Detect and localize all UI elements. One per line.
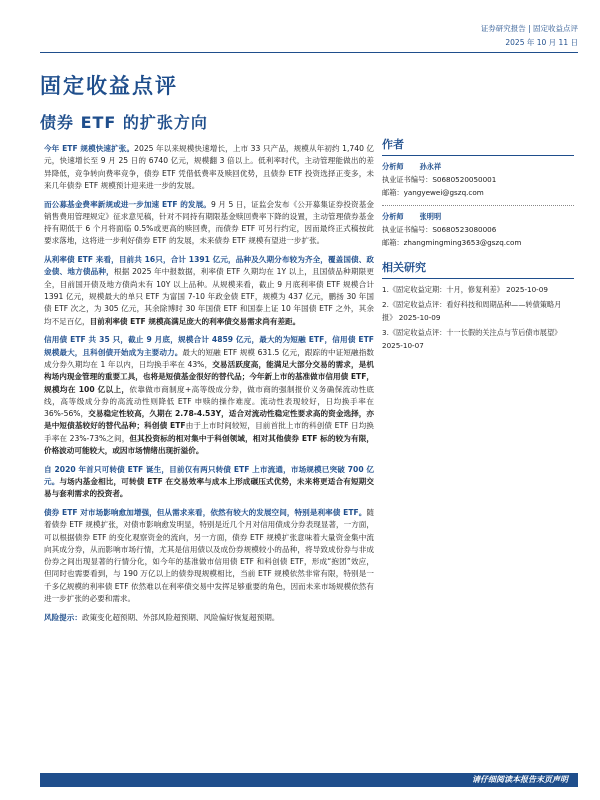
paragraph-text: 由于上市时间较短，目前首批上市的科创债 ETF 日均换手率在 23%-73%之间， [44,421,374,443]
related-item[interactable] [382,283,574,296]
author-divider [382,205,574,206]
paragraph-lead: 今年 ETF 规模快速扩张。 [44,144,135,153]
paragraph-fee-rules [44,199,374,248]
footer-disclaimer: 请仔细阅读本报告末页声明 [40,773,578,787]
paragraph-emphasis: 交易稳定性较高，久期在 2.78-4.53Y，适合对流动性稳定性要求高的资金选择，亦是中短债基较好的替代品种；科创债 ETF [44,409,375,431]
related-date: 2025-10-07 [382,341,424,350]
report-body [44,143,374,630]
related-date: 2025-10-09 [506,285,548,294]
paragraph-lead: 自 2020 年首只可转债 ETF 诞生，目前仅有两只转债 ETF 上市流通，市场规模已突破 700 亿元。 [44,464,374,486]
author-email[interactable]: 邮箱：zhangmingming3653@gszq.com [382,238,522,247]
paragraph-text: 依靠做市商制度+高等级成分券，做市商的强制报价义务确保流动性底线，高等级成分券的高流动性则降低 ETF 申赎的操作难度。流动性表现较好，日均换手率在 36%-56%， [44,384,374,419]
paragraph-tail: 与场内基金相比，可转债 ETF 在交易效率与成本上形成碾压式优势，未来将更适合有短期交易与套利需求的投资者。 [44,476,374,499]
report-type: 证券研究报告 | 固定收益点评 [480,24,578,33]
paragraph-rate-bond-etf [44,254,374,328]
related-item[interactable] [382,326,574,352]
paragraph-lead: 信用债 ETF 共 35 只，截止 9 月底，规模合计 4859 亿元，最大的为短融 ETF，信用债 ETF 规模最大，且科创债开始成为主要动力。 [44,335,374,357]
paragraph-text: 2025 年以来规模快速增长，上市 33 只产品，规模从年初约 1,740 亿元，快速增长至 9 月 25 日的 6740 亿元，规模翻 3 倍以上。低利率时代，主动管理能做出的差异降低，竞争转向费率竞争，债券 ETF 凭借低费率及赎回优势，且债券 ETF 投资选择正变多，未来几年债券 ETF 规模预计迎来进一步的发展。 [44,144,375,190]
paragraph-credit-bond-etf [44,334,374,457]
risk-text: 政策变化超预期、外部风险超预期、风险偏好恢复超预期。 [81,612,280,622]
related-title: 2.《固定收益点评：看好科技和周期品种——转债策略月报》 [382,300,562,322]
paragraph-market-impact [44,507,374,605]
risk-warning [44,612,374,624]
paragraph-text: 随着债券 ETF 规模扩张，对债市影响愈发明显，特别是近几个月对信用债成分券表现显著，一方面，可以根据债券 ETF 的变化观察资金的流向，另一方面，债券 ETF 规模扩张意味着大量资金集中流向其成分券，从而影响市场行情，尤其是信用债以及成份券规模较小的品种，将导致成份券与非成份券之间出现显著的行情分化，如今年的基准做市信用债 ETF 和科创债 ETF，形成“抱团”效应，但同时也需要看到，与 190 万亿以上的债券现规模相比，当前 ETF 规模依然非常有限，特别是一千多亿规模的利率债 ETF 依然难以在利率债交易中发挥足够重要的角色，因而未来市场规模依然有进一步扩张的必要和需求。 [44,507,374,604]
related-heading: 相关研究 [382,259,574,279]
sidebar [382,136,574,354]
author-role: 分析师 [382,212,404,221]
paragraph-lead: 而公募基金费率新规或进一步加速 ETF 的发展。 [44,199,211,209]
author-name: 孙永祥 [419,162,442,171]
paragraph-lead: 从利率债 ETF 来看，目前共 16只，合计 1391 亿元，品种及久期分布较为齐全，覆盖国债、政金债、地方债品种， [44,255,374,277]
paragraph-etf-expansion [44,143,374,192]
header-divider [40,52,578,53]
paragraph-convertible-etf [44,464,374,501]
report-title: 债券 ETF 的扩张方向 [40,113,208,132]
author-role: 分析师 [382,162,404,171]
author-card [382,160,574,199]
paragraph-lead: 债券 ETF 对市场影响愈加增强，但从需求来看，依然有较大的发展空间，特别是利率债 ETF。 [44,507,367,517]
paragraph-tail: 目前利率债 ETF 规模高满足庞大的利率债交易需求尚有差距。 [89,316,301,326]
paragraph-text: 根据 2025 年中报数据，利率债 ETF 久期均在 1Y 以上，且国债品种期限更全，目前国开债及地方债尚未有 10Y 以上品种。从规模来看，截止 9 月底利率债 ETF 规模合计 1391 亿元，规模最大的单只 ETF 为富国 7-10 年政金债 ETF，规模为 437 亿元，鹏扬 30 年国债 ETF 次之，为 305 亿元，其余除博时 30 年国债 ETF 和国泰上证 10 年国债 ETF 之外，其余均不足百亿， [44,267,374,326]
report-category: 固定收益点评 [40,74,178,98]
related-item[interactable] [382,298,574,324]
author-card [382,210,574,249]
risk-label: 风险提示： [44,612,82,622]
author-name: 张明明 [419,212,442,221]
author-cert: 执业证书编号：S0680523080006 [382,225,497,234]
report-date: 2025 年 10 月 11 日 [505,38,578,47]
authors-heading: 作者 [382,136,574,156]
author-cert: 执业证书编号：S0680520050001 [382,175,497,184]
paragraph-text: 最大的短融 ETF 规模 631.5 亿元，跟踪的中证短融指数成分券久期均在 1 年以内，日均换手率在 43%， [44,347,375,369]
paragraph-emphasis: 交易活跃度高，能满足大部分交易的需求，是机构场内现金管理的重要工具，也将是短债基金很好的替代品；今年新上市的基准做市信用债 ETF，规模均在 100 亿以上， [44,359,374,394]
paragraph-text: 9 月 5 日，证监会发布《公开募集证券投资基金销售费用管理规定》征求意见稿，针对不同持有期限基金赎回费率下降的设置，主动管理债券基金持有期低于 6 个月将面临 0.5%或更高的赎回费，而债券 ETF 可另行约定，因而最终正式稿按此要求落地，这将进一步利好债券 ETF 的发展，未来债券 ETF 规模有望进一步扩张。 [44,199,374,246]
related-title: 3.《固定收益点评：十一长假的关注点与节后债市展望》 [382,328,562,337]
report-header [481,22,578,50]
related-title: 1.《固定收益定期：十月，修复利差》 [382,285,504,294]
author-email[interactable]: 邮箱：yangyewei@gszq.com [382,188,484,197]
paragraph-tail: 但其投资标的相对集中于科创领域，相对其他债券 ETF 标的较为有限，价格波动可能较大，或因市场情绪出现折溢价。 [44,433,374,455]
related-date: 2025-10-09 [398,313,441,322]
